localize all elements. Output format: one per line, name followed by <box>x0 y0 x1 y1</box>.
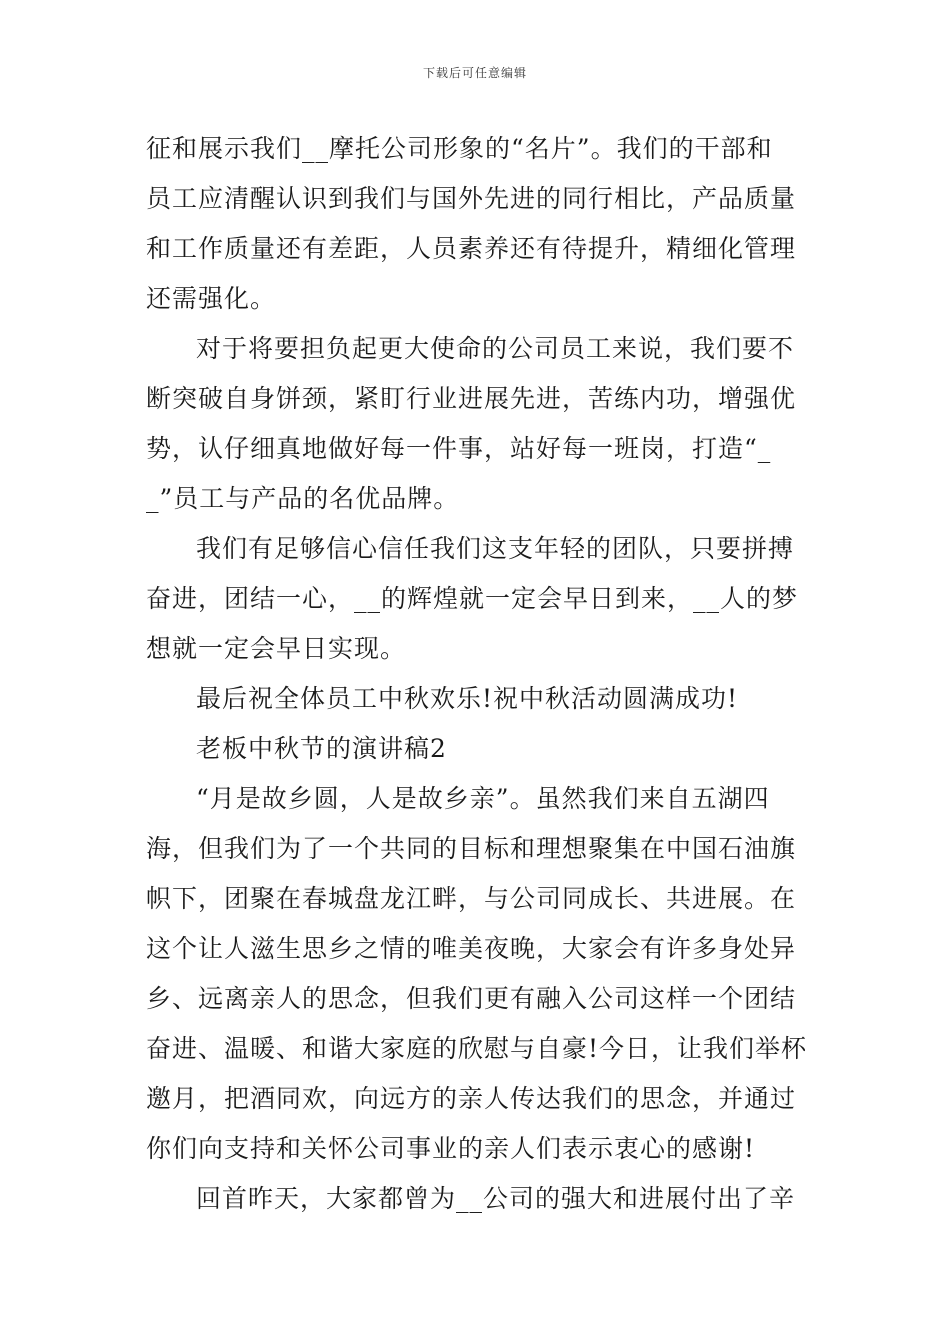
paragraph-first-line: 我们有足够信心信任我们这支年轻的团队，只要拼搏 <box>196 534 795 563</box>
text-line: 势，认仔细真地做好每一件事，站好每一班岗，打造“_ <box>146 434 772 463</box>
text-line: 奋进、温暖、和谐大家庭的欣慰与自豪!今日，让我们举杯 <box>146 1034 808 1063</box>
page-header: 下载后可任意编辑 <box>422 66 527 80</box>
paragraph-first-line: 对于将要担负起更大使命的公司员工来说，我们要不 <box>196 334 795 363</box>
text-line: _”员工与产品的名优品牌。 <box>146 484 460 513</box>
text-line: 还需强化。 <box>146 284 277 313</box>
section-heading: 老板中秋节的演讲稿2 <box>196 734 447 763</box>
text-line: 乡、远离亲人的思念，但我们更有融入公司这样一个团结 <box>146 984 797 1013</box>
text-line: 员工应清醒认识到我们与国外先进的同行相比，产品质量 <box>146 184 797 213</box>
paragraph-first-line: 回首昨天，大家都曾为__公司的强大和进展付出了辛 <box>196 1184 796 1213</box>
paragraph-first-line: “月是故乡圆，人是故乡亲”。虽然我们来自五湖四 <box>196 784 770 813</box>
text-line: 征和展示我们__摩托公司形象的“名片”。我们的干部和 <box>146 134 773 163</box>
text-line: 海，但我们为了一个共同的目标和理想聚集在中国石油旗 <box>146 834 797 863</box>
text-line: 这个让人滋生思乡之情的唯美夜晚，大家会有许多身处异 <box>146 934 797 963</box>
text-line: 邀月，把酒同欢，向远方的亲人传达我们的思念，并通过 <box>146 1084 797 1113</box>
text-line: 帜下，团聚在春城盘龙江畔，与公司同成长、共进展。在 <box>146 884 797 913</box>
text-line: 和工作质量还有差距，人员素养还有待提升，精细化管理 <box>146 234 797 263</box>
text-line: 奋进，团结一心，__的辉煌就一定会早日到来，__人的梦 <box>146 584 799 613</box>
paragraph-first-line: 最后祝全体员工中秋欢乐!祝中秋活动圆满成功! <box>196 684 739 713</box>
text-line: 想就一定会早日实现。 <box>146 634 407 663</box>
text-line: 断突破自身饼颈，紧盯行业进展先进，苦练内功，增强优 <box>146 384 797 413</box>
text-line: 你们向支持和关怀公司事业的亲人们表示衷心的感谢! <box>146 1134 756 1163</box>
